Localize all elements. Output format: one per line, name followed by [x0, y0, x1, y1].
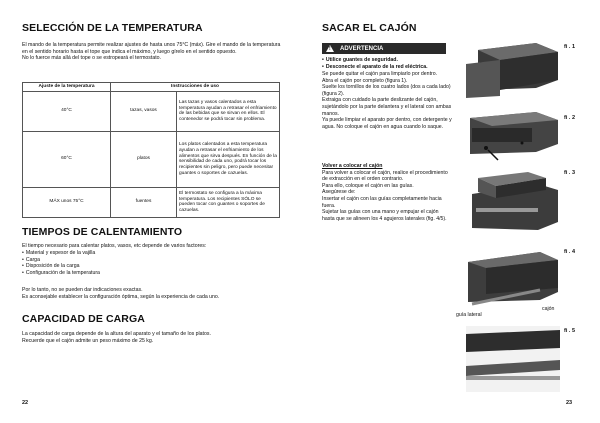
heating-outro-1: Por lo tanto, no se pueden dar indicaciones exactas. — [22, 287, 143, 293]
cell-desc: Las tazas y vasos calentados a esta temperatura ayudan a retrasar el enfriamiento de las bebidas que se sirvan en ellos. El contenedor se podrá tocar sin problema. — [177, 91, 280, 131]
figure-4-rails — [458, 244, 562, 310]
section-title-heating-times: TIEMPOS DE CALENTAMIENTO — [22, 226, 183, 238]
reinsert-text: Para ello, coloque el cajón en las guías. — [322, 182, 414, 189]
label-drawer: cajón — [542, 306, 555, 312]
figure-label: fi . 1 — [564, 44, 576, 50]
section-title-remove-drawer: SACAR EL CAJÓN — [322, 22, 417, 34]
figure-2-screws — [458, 110, 562, 166]
cell-desc: El termostato se configura a la máxima temperatura. Los recipientes SÓLO se pueden tocar con guantes o soportes de cazuelas. — [177, 187, 280, 217]
figure-1-drawer-open — [458, 40, 562, 100]
reinsert-title: Volver a colocar el cajón — [322, 163, 383, 169]
table-row — [23, 91, 280, 131]
figure-label: fi . 3 — [564, 170, 576, 176]
list-item: • Material y espesor de la vajilla — [22, 250, 284, 257]
heating-factors-list — [22, 250, 284, 276]
list-item: • Disposición de la carga — [22, 263, 284, 270]
load-text-1: La capacidad de carga depende de la altura del aparato y el tamaño de los platos. — [22, 331, 211, 337]
cell-item: platos — [111, 131, 177, 187]
cell-temp: 40°C — [23, 91, 111, 131]
warning-label: ADVERTENCIA — [340, 45, 384, 52]
reinsert-text: Sujetar las guías con una mano y empujar el cajón hasta que se alineen los 4 agujeros laterales (fig. 4/5). — [322, 209, 447, 222]
step-text: Ya puede limpiar el aparato por dentro, con detergente y agua. No coloque el cajón en agua cuando lo saque. — [322, 117, 452, 130]
table-header-setting: Ajuste de la temperatura — [23, 83, 111, 92]
step-text: Abra el cajón por completo (figura 1). — [322, 77, 408, 84]
page-number: 23 — [566, 400, 573, 406]
cell-item: tazas, vasos — [111, 91, 177, 131]
figure-label: fi . 4 — [564, 249, 576, 255]
warning-icon: ! — [326, 45, 334, 52]
heating-outro-2: Es aconsejable establecer la configuración óptima, según la experiencia de cada uno. — [22, 293, 220, 300]
cell-temp: MÁX unos 75°C — [23, 187, 111, 217]
list-item: • Utilice guantes de seguridad. — [322, 57, 452, 64]
step-text: Suelte los tornillos de los cuatro lados (dos a cada lado) (figura 2). — [322, 84, 451, 97]
remove-steps — [322, 71, 452, 130]
reinsert-text: Insertar el cajón con las guías completamente hacia fuera. — [322, 195, 442, 209]
table-header-instructions: Instrucciones de uso — [111, 83, 280, 92]
warning-list — [322, 57, 452, 70]
reinsert-text: Asegúrese de: — [322, 189, 356, 196]
figure-label: fi . 5 — [564, 328, 576, 334]
temperature-table — [22, 82, 280, 218]
step-text: Extraiga con cuidado la parte deslizante del cajón, sujetándolo por la parte delantera y el lateral con ambas manos. — [322, 97, 452, 117]
cell-item: fuentes — [111, 187, 177, 217]
cell-temp: 60°C — [23, 131, 111, 187]
temperature-intro — [22, 42, 284, 62]
figure-5-rail-detail — [466, 326, 560, 392]
list-item: • Carga — [22, 257, 284, 264]
reinsert-section — [322, 163, 452, 222]
load-text-2: Recuerde que el cajón admite un peso máximo de 25 kg. — [22, 337, 154, 344]
heating-intro: El tiempo necesario para calentar platos, vasos, etc depende de varios factores: — [22, 243, 207, 249]
cell-desc: Los platos calentados a esta temperatura ayudan a retrasar el enfriamiento de los alimentos que sirva después. En función de la sensibilidad de cada uno, podrá tocar los recipientes sin peligro, pero puede necesitar guantes o soportes de cazuelas. — [177, 131, 280, 187]
reinsert-text: Para volver a colocar el cajón, realice el procedimiento de extracción en el orden contrario. — [322, 169, 448, 183]
list-item: • Configuración de la temperatura — [22, 270, 284, 277]
heating-outro — [22, 287, 284, 300]
load-capacity-text — [22, 331, 284, 344]
temperature-intro-text: El mando de la temperatura permite realizar ajustes de hasta unos 75°C (máx). Gire el mando de la temperatura en el sentido horario hasta el tope que indica el máximo, y luego gírelo en el sentido opuesto. — [22, 42, 281, 55]
section-title-temperature: SELECCIÓN DE LA TEMPERATURA — [22, 22, 203, 34]
warning-banner — [322, 43, 446, 54]
label-side-rail: guía lateral — [456, 312, 482, 318]
page-number: 22 — [22, 400, 29, 406]
section-title-load-capacity: CAPACIDAD DE CARGA — [22, 313, 145, 325]
list-item: • Desconecte el aparato de la red eléctrica. — [322, 64, 452, 71]
step-text: Se puede quitar el cajón para limpiarlo por dentro. — [322, 71, 438, 77]
figure-label: fi . 2 — [564, 115, 576, 121]
figure-3-lift-drawer — [458, 168, 562, 234]
table-row — [23, 187, 280, 217]
table-row — [23, 131, 280, 187]
right-page — [300, 0, 600, 423]
temperature-warning-text: No lo fuerce más allá del tope o se estropeará el termostato. — [22, 55, 161, 62]
